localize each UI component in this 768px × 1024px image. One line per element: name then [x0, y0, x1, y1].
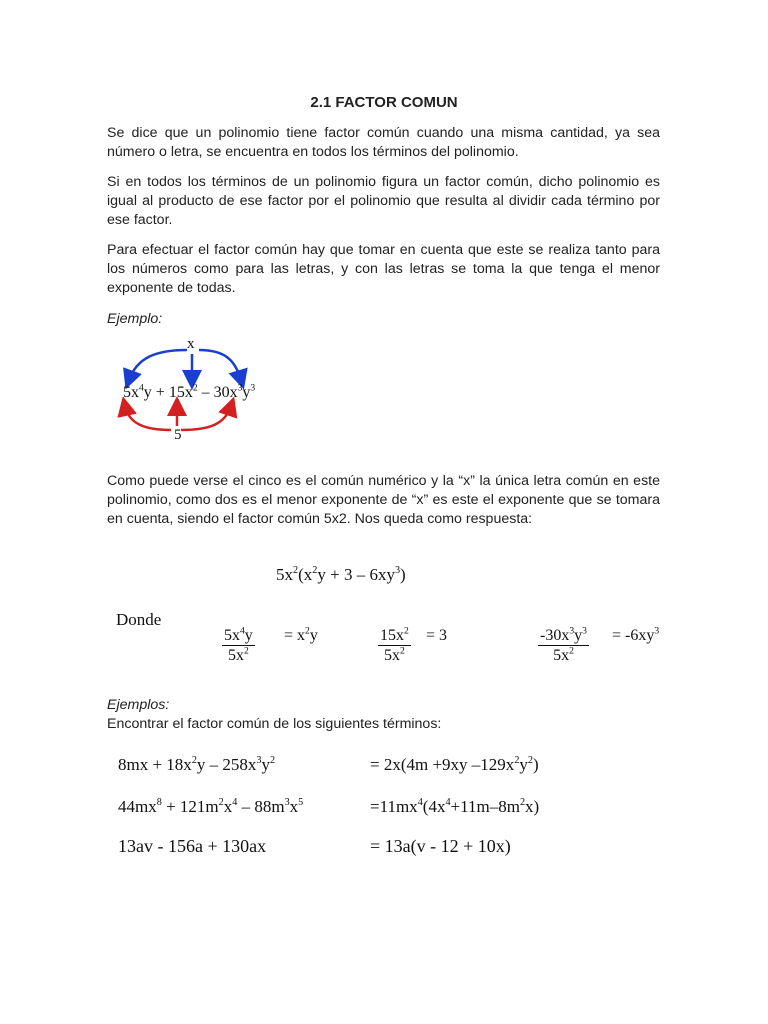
blue-arrow-left [129, 350, 187, 380]
division-2-numerator: $15x^2$ [380, 625, 409, 644]
division-3 [538, 625, 660, 665]
division-1-denominator: $5x^2$ [222, 645, 255, 665]
division-2 [378, 625, 448, 665]
division-3-numerator: $-30x^3y^3$ [540, 625, 587, 644]
paragraph-definition: Se dice que un polinomio tiene factor común cuando una misma cantidad, ya sea número o letra, se encuentra en todos los términos del polinomio. [107, 125, 660, 160]
exercise-2-problem: $44mx^8 + 121m^2x^4 - 88m^3x^5$ [118, 796, 304, 816]
diagram-expression: $5x^4y + 15x^2 - 30x^3y^3$ [123, 382, 256, 401]
paragraph-rule: Si en todos los términos de un polinomio figura un factor común, dicho polinomio es igual al producto de ese factor por el polinomio que resulta al dividir cada término por ese factor. [107, 174, 660, 228]
diagram-bottom-label: 5 [174, 427, 182, 443]
ejemplos-intro: Encontrar el factor común de los siguientes términos: [107, 716, 442, 732]
exercise-2-solution: $=11mx^4(4x^4+11m-8m^2x)$ [370, 796, 540, 816]
donde-label: Donde [116, 610, 162, 629]
division-1-numerator: $5x^4y$ [224, 625, 253, 644]
exercise-1-solution: = 2x(4m +9xy $-129x^2y^2$) [370, 754, 539, 774]
diagram-top-label: x [187, 336, 195, 352]
page-title: 2.1 FACTOR COMUN [310, 94, 458, 111]
division-1-result: = $x^2y$ [284, 625, 318, 644]
exercise-1-problem: $8mx + 18x^2y - 258x^3y^2$ [118, 754, 276, 774]
paragraph-explanation: Como puede verse el cinco es el común numérico y la “x” la única letra común en este polinomio, como dos es el menor exponente de “x” es este el exponente que se tomara en cuenta, siendo el factor común 5x2. Nos queda como respuesta: [107, 473, 660, 527]
exercise-3-solution: = 13a(v - 12 + 10x) [370, 836, 511, 856]
ejemplo-label: Ejemplo: [107, 311, 163, 327]
paragraph-method: Para efectuar el factor común hay que tomar en cuenta que este se realiza tanto para los números como para las letras, y con las letras se toma la que tenga el menor exponente de todas. [107, 242, 660, 296]
red-arrow-right [181, 406, 231, 430]
division-2-denominator: $5x^2$ [378, 645, 411, 665]
ejemplos-label: Ejemplos: [107, 697, 170, 713]
blue-arrow-right [199, 350, 241, 380]
division-2-result: = 3 [426, 627, 448, 644]
answer-expression: $5x^2(x^2y + 3 - 6xy^3)$ [276, 564, 406, 584]
exercise-3-problem: 13av - 156a + 130ax [118, 836, 267, 856]
division-3-denominator: $5x^2$ [538, 645, 589, 665]
division-3-result: = $-6xy^3$ [612, 625, 660, 644]
division-1 [222, 625, 318, 665]
factor-diagram [115, 338, 290, 446]
red-arrow-left [125, 406, 171, 430]
